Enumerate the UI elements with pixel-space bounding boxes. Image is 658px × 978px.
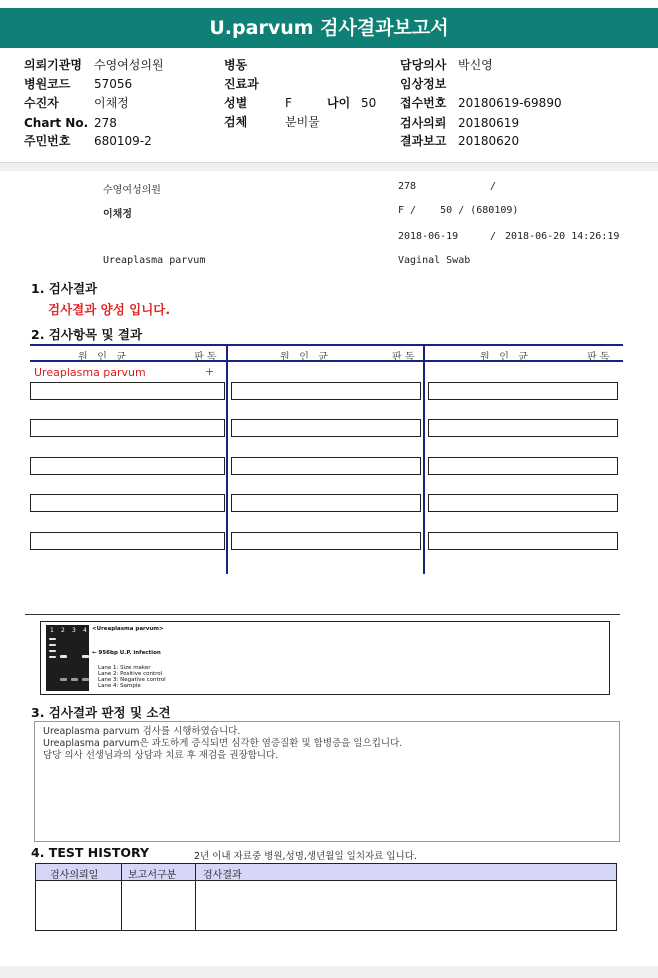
result-grid-cell (30, 494, 225, 512)
result-grid-cell (231, 457, 421, 475)
report-header (0, 0, 658, 163)
col-judgement-2: 판 독 (392, 352, 415, 363)
field-value: 20180620 (458, 134, 520, 148)
summary-patient: 이채정 (103, 209, 132, 220)
field-label: 결과보고 (400, 134, 447, 148)
result-grid-cell (428, 419, 618, 437)
field-label: 성별 (224, 96, 248, 110)
gel-band (49, 644, 56, 646)
history-col-divider (121, 864, 122, 930)
field-clinical-info (400, 76, 458, 92)
history-header-row (36, 864, 616, 881)
opinion-line: Ureaplasma parvum은 과도하게 증식되면 심각한 염증질환 및 합병증을 일으킵니다. (43, 738, 403, 749)
field-value: 수영여성의원 (94, 58, 164, 72)
col-judgement-3: 판 독 (587, 352, 610, 363)
field-report-date (400, 133, 519, 149)
result-grid-cell (428, 532, 618, 550)
gel-picture (46, 625, 89, 691)
result-grid-header (30, 344, 623, 362)
field-sex (224, 95, 292, 111)
field-value: 278 (94, 116, 117, 130)
summary-test-name: Ureaplasma parvum (103, 255, 206, 266)
field-specimen (224, 114, 320, 130)
field-doctor (400, 57, 493, 73)
field-label: 나이 (327, 96, 351, 110)
field-value: 50 (361, 96, 377, 110)
summary-sex-age: F / 50 / (680109) (398, 205, 519, 216)
page-footer-gap (0, 966, 658, 978)
field-ward (224, 57, 247, 73)
history-note: 2년 이내 자료중 병원,성명,생년월일 일치자료 입니다. (194, 851, 417, 862)
field-value: 분비물 (285, 115, 320, 129)
lane-label: 3 (72, 627, 76, 634)
summary-date-report: 2018-06-20 14:26:19 (505, 231, 620, 242)
gel-legend-line: Lane 3: Negative control (98, 677, 166, 683)
summary-specimen: Vaginal Swab (398, 255, 471, 266)
field-value: 이채정 (94, 96, 129, 110)
gel-legend-line: Lane 1: Size maker (98, 665, 151, 671)
field-value: F (285, 96, 292, 110)
field-age (327, 95, 376, 111)
section3-title: 3. 검사결과 판정 및 소견 (31, 705, 171, 720)
result-grid-cell (30, 457, 225, 475)
result-grid-cell (428, 494, 618, 512)
col-pathogen-1: 원 인 균 (78, 352, 127, 363)
result-grid-cell (231, 419, 421, 437)
field-value: 20180619-69890 (458, 96, 562, 110)
gel-legend-line: Lane 2: Positive control (98, 671, 163, 677)
report-title: U.parvum 검사결과보고서 (0, 8, 658, 48)
result-grid-cell (30, 382, 225, 400)
field-hospital-code (24, 76, 132, 92)
gel-band (82, 655, 89, 658)
opinion-box (34, 721, 620, 842)
gel-band (49, 650, 56, 652)
history-col-report-type: 보고서구분 (128, 870, 177, 881)
result-grid-cell (30, 532, 225, 550)
test-history-table (35, 863, 617, 931)
field-resident-no (24, 133, 152, 149)
positive-result-text: 검사결과 양성 입니다. (48, 302, 171, 317)
section1-title: 1. 검사결과 (31, 281, 98, 296)
lane-label: 1 (50, 627, 54, 634)
gel-marker: ← 956bp U.P. infection (92, 650, 161, 656)
field-label: 병동 (224, 58, 248, 72)
field-department (224, 76, 259, 92)
field-label: 담당의사 (400, 58, 447, 72)
result-grid-cell (231, 382, 421, 400)
gel-band (60, 655, 67, 658)
gel-band (60, 678, 67, 681)
header-separator (0, 163, 658, 171)
opinion-line: Ureaplasma parvum 검사를 시행하였습니다. (43, 726, 241, 737)
result-row-value: + (205, 365, 215, 378)
gel-caption: <Ureaplasma parvum> (92, 626, 164, 632)
history-col-result: 검사결과 (203, 870, 242, 881)
field-label: 의뢰기관명 (24, 58, 82, 72)
field-label: 접수번호 (400, 96, 447, 110)
summary-date-slash: / (490, 231, 497, 242)
field-label: 진료과 (224, 77, 259, 91)
summary-date-request: 2018-06-19 (398, 231, 459, 242)
field-institution (24, 57, 164, 73)
section4-title: 4. TEST HISTORY (31, 845, 150, 860)
gel-band (82, 678, 89, 681)
col-pathogen-2: 원 인 균 (280, 352, 329, 363)
field-label: 주민번호 (24, 134, 71, 148)
col-judgement-1: 판 독 (194, 352, 217, 363)
opinion-line: 담당 의사 선생님과의 상담과 치료 후 재검을 권장합니다. (43, 750, 279, 761)
gel-legend-line: Lane 4: Sample (98, 683, 141, 689)
field-chart-no (24, 115, 117, 131)
lane-label: 4 (83, 627, 87, 634)
field-label: 수진자 (24, 96, 59, 110)
field-label: Chart No. (24, 116, 89, 130)
result-grid-cell (30, 419, 225, 437)
field-value: 57056 (94, 77, 133, 91)
summary-chart: 278 (398, 181, 417, 192)
result-grid-cell (428, 457, 618, 475)
summary-hospital: 수영여성의원 (103, 185, 161, 196)
gel-electrophoresis-image (40, 621, 610, 695)
field-label: 검사의뢰 (400, 116, 447, 130)
history-col-divider (195, 864, 196, 930)
gel-band (49, 638, 56, 640)
field-value: 박신영 (458, 58, 493, 72)
section-divider (25, 614, 620, 615)
history-col-request-date: 검사의뢰일 (50, 870, 99, 881)
section2-title: 2. 검사항목 및 결과 (31, 327, 143, 342)
field-receipt-no (400, 95, 562, 111)
field-patient (24, 95, 129, 111)
result-grid-cell (428, 382, 618, 400)
grid-divider (226, 345, 228, 574)
field-label: 검체 (224, 115, 248, 129)
gel-band (49, 656, 56, 658)
lane-label: 2 (61, 627, 65, 634)
field-value: 20180619 (458, 116, 520, 130)
gel-band (71, 678, 78, 681)
col-pathogen-3: 원 인 균 (480, 352, 529, 363)
field-label: 임상정보 (400, 77, 447, 91)
summary-chart-slash: / (490, 181, 497, 192)
field-label: 병원코드 (24, 77, 71, 91)
result-grid-cell (231, 532, 421, 550)
result-grid-cell (231, 494, 421, 512)
field-request-date (400, 115, 519, 131)
result-row-pathogen: Ureaplasma parvum (34, 366, 146, 379)
field-value: 680109-2 (94, 134, 152, 148)
grid-divider (423, 345, 425, 574)
